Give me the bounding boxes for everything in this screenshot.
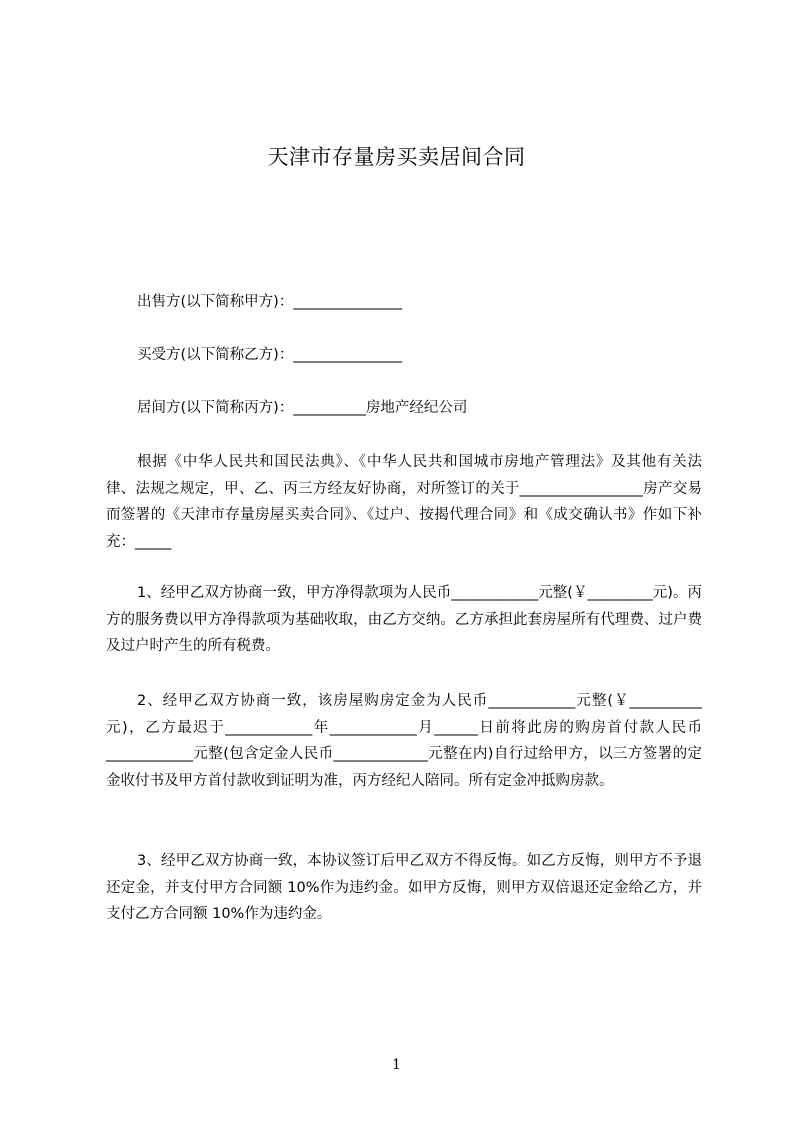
clause-1: 1、经甲乙双方协商一致，甲方净得款项为人民币____________元整(￥_________元)。丙方的服务费以甲方净得款项为基础收取，由乙方交纳。乙方承担此套房屋所有代理费、过户费及过户时产生的所有税费。 — [106, 585, 702, 654]
clause-3: 3、经甲乙双方协商一致，本协议签订后甲乙双方不得反悔。如乙方反悔，则甲方不予退还定金，并支付甲方合同额 10%作为违约金。如甲方反悔，则甲方双倍退还定金给乙方，并支付乙方合同额 10%作为违约金。 — [106, 853, 702, 922]
buyer-line: 买受方(以下简称乙方)：_______________ — [137, 347, 403, 363]
clause-2: 2、经甲乙双方协商一致，该房屋购房定金为人民币____________元整(￥__________元)，乙方最迟于____________年____________月______日前将此房的购房首付款人民币____________元整(包含定金人民币_____________元整在内)自行过给甲方，以三方签署的定金收付书及甲方首付款收到证明为准，丙方经纪人陪同。所有定金冲抵购房款。 — [106, 693, 702, 789]
intro-paragraph: 根据《中华人民共和国民法典》、《中华人民共和国城市房地产管理法》及其他有关法律、法规之规定，甲、乙、丙三方经友好协商，对所签订的关于_________________房产交易而签署的《天津市存量房屋买卖合同》、《过户、按揭代理合同》和《成交确认书》作如下补充：_____ — [106, 454, 702, 550]
page-number: 1 — [392, 1057, 401, 1073]
seller-line: 出售方(以下简称甲方)：_______________ — [137, 294, 403, 310]
agent-line: 居间方(以下简称丙方)：__________房地产经纪公司 — [137, 400, 468, 416]
document-title: 天津市存量房买卖居间合同 — [267, 145, 526, 169]
